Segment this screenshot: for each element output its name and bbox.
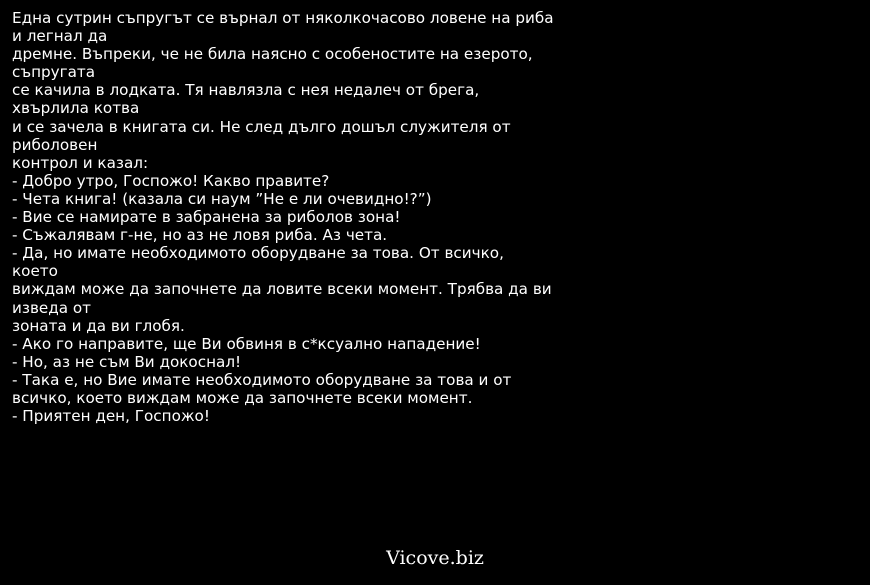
- joke-line: хвърлила котва: [12, 99, 140, 118]
- dialogue-line: виждам може да започнете да ловите всеки момент. Трябва да ви: [12, 280, 552, 299]
- dialogue-line: - Съжалявам г-не, но аз не ловя риба. Аз чета.: [12, 226, 388, 245]
- dialogue-line: - Но, аз не съм Ви докоснал!: [12, 352, 242, 371]
- dialogue-line: - Приятен ден, Госпожо!: [12, 407, 210, 426]
- joke-line: се качила в лодката. Тя навлязла с нея недалеч от брега,: [12, 81, 480, 100]
- dialogue-line: - Да, но имате необходимото оборудване за това. От всичко,: [12, 244, 504, 263]
- dialogue-line: - Добро утро, Госпожо! Какво правите?: [12, 171, 330, 190]
- joke-line: и легнал да: [12, 27, 108, 46]
- joke-line: контрол и казал:: [12, 153, 149, 172]
- joke-text: [12, 9, 572, 425]
- dialogue-line: - Чета книга! (казала си наум ”Не е ли очевидно!?”): [12, 189, 432, 208]
- joke-line: съпругата: [12, 63, 96, 82]
- dialogue-line: - Така е, но Вие имате необходимото оборудване за това и от: [12, 370, 512, 389]
- dialogue-line: изведа от: [12, 298, 92, 317]
- joke-line: риболовен: [12, 135, 98, 154]
- dialogue-line: което: [12, 262, 58, 281]
- dialogue-line: зоната и да ви глобя.: [12, 316, 185, 335]
- joke-line: и се зачела в книгата си. Не след дълго дошъл служителя от: [12, 117, 511, 136]
- dialogue-line: - Ако го направите, ще Ви обвиня в с*ксуално нападение!: [12, 334, 481, 353]
- joke-line: дремне. Въпреки, че не била наясно с особеностите на езерото,: [12, 45, 533, 64]
- dialogue-line: - Вие се намирате в забранена за риболов зона!: [12, 208, 401, 227]
- dialogue-line: всичко, което виждам може да започнете всеки момент.: [12, 388, 473, 407]
- joke-line: Една сутрин съпругът се върнал от няколкочасово ловене на риба: [12, 9, 554, 27]
- site-watermark: Vicove.biz: [386, 547, 484, 569]
